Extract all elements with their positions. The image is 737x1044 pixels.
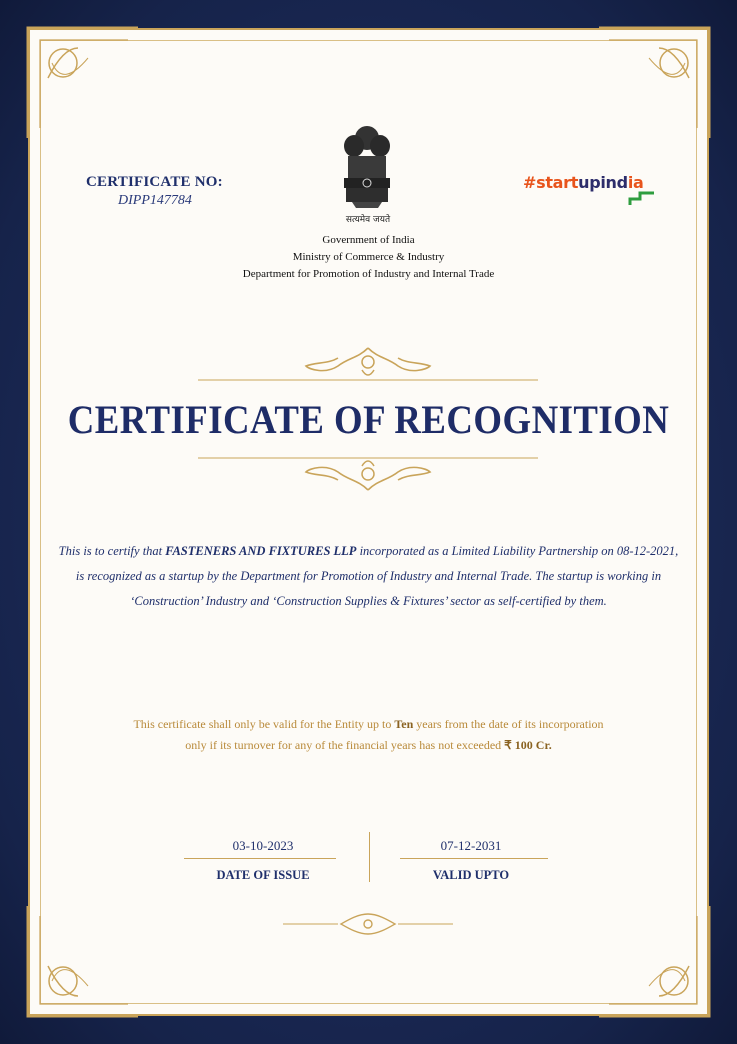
title-top-ornament [198, 340, 538, 386]
validity-text-2: years from the date of its incorporation [413, 717, 604, 731]
startupindia-step-icon [628, 191, 658, 207]
startupindia-logo [523, 173, 644, 192]
body-text-4: ‘Construction’ Industry and ‘Construction Supplies & Fixtures’ sector as self-certified by them. [130, 594, 607, 608]
logo-text-b: upind [578, 173, 628, 192]
body-text-2: incorporated as a Limited Liability Partnership on 08-12-2021, [356, 544, 679, 558]
gov-line-3: Department for Promotion of Industry and Internal Trade [242, 268, 495, 280]
date-separator [369, 832, 370, 882]
logo-text-a: #start [523, 173, 579, 192]
body-text-1: This is to certify that [58, 544, 166, 558]
national-emblem-icon [332, 118, 402, 218]
logo-text-c: ia [627, 173, 644, 192]
certificate-no-value: DIPP147784 [118, 193, 192, 208]
company-name: FASTENERS AND FIXTURES LLP [165, 544, 357, 558]
gov-line-2: Ministry of Commerce & Industry [292, 251, 445, 263]
certificate-no-label: CERTIFICATE NO: [86, 174, 223, 190]
validity-note [60, 714, 677, 756]
valid-upto-value: 07-12-2031 [440, 838, 502, 853]
corner-ornament-bottom-left [18, 896, 148, 1026]
validity-amount: ₹ 100 Cr. [504, 738, 552, 752]
body-text-3: is recognized as a startup by the Department for Promotion of Industry and Internal Trade. The startup is working in [75, 569, 662, 583]
corner-ornament-bottom-right [589, 896, 719, 1026]
issue-date-rule [184, 858, 336, 859]
valid-upto-label: VALID UPTO [432, 868, 510, 882]
validity-text-3: only if its turnover for any of the financial years has not exceeded [185, 738, 505, 752]
issue-date-value: 03-10-2023 [232, 838, 294, 853]
valid-upto-rule [400, 858, 548, 859]
emblem-motto: सत्यमेव जयते [345, 215, 391, 225]
corner-ornament-top-right [589, 18, 719, 148]
corner-ornament-top-left [18, 18, 148, 148]
certificate-body [50, 539, 687, 614]
validity-text-1: This certificate shall only be valid for the Entity up to [133, 717, 395, 731]
certificate-title: CERTIFICATE OF RECOGNITION [67, 397, 670, 442]
issue-date-label: DATE OF ISSUE [216, 868, 310, 882]
gov-line-1: Government of India [322, 234, 415, 246]
bottom-ornament [283, 910, 453, 938]
validity-years: Ten [394, 717, 414, 731]
title-bottom-ornament [198, 452, 538, 498]
